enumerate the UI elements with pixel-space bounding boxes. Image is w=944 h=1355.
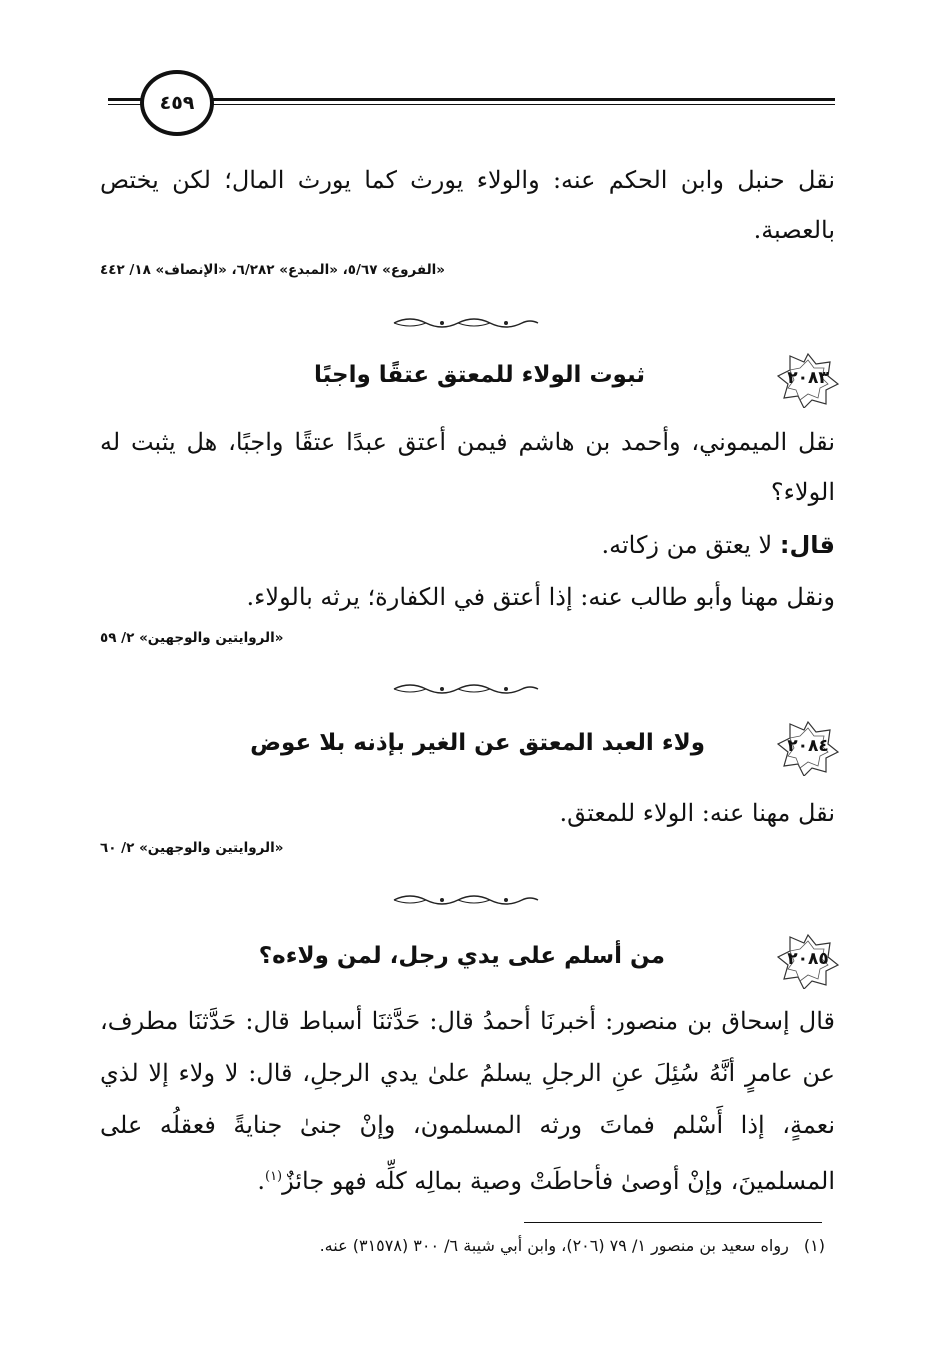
section-title: ولاء العبد المعتق عن الغير بإذنه بلا عوض bbox=[250, 730, 705, 756]
footnote-marker[interactable]: (١) bbox=[264, 1169, 283, 1184]
intro-reference: «الفروع» ٥/٦٧، «المبدع» ٦/٢٨٢، «الإنصاف» ١٨/ ٤٤٢ bbox=[100, 262, 446, 278]
footnote-text: رواه سعيد بن منصور ١/ ٧٩ (٢٠٦)، وابن أبي شيبة ٦/ ٣٠٠ (٣١٥٧٨) عنه. bbox=[319, 1236, 789, 1255]
header-rule-right bbox=[210, 98, 835, 101]
section-number-badge bbox=[776, 720, 840, 776]
section-heading-row bbox=[100, 352, 840, 412]
section-paragraph: قال إسحاق بن منصور: أخبرنَا أحمدُ قال: حَدَّثنَا أسباط قال: حَدَّثنَا مطرف، عن عامرٍ أنَّهُ سُئِلَ عنِ الرجلِ يسلمُ علىٰ يدي الرجلِ، قال: لا ولاء إلا لذي نعمةٍ، إذا أَسْلم فماتَ ورثه المسلمون، وإنْ جنىٰ جنايةً فعقلُه على المسلمينَ، وإنْ أوصىٰ فأحاطَتْ وصية بمالِه كلِّه فهو جائزٌ$^{(١)}$. bbox=[100, 1007, 835, 1195]
section-reference: «الروايتين والوجهين» ٢/ ٦٠ bbox=[100, 840, 284, 856]
section-heading-row bbox=[100, 720, 840, 780]
section-heading-row bbox=[100, 933, 840, 993]
footnote bbox=[100, 1236, 825, 1255]
header-rule-right-thin bbox=[210, 104, 835, 105]
section-number-badge bbox=[776, 352, 840, 408]
section-number: ٢٠٨٤ bbox=[787, 736, 829, 756]
section-number: ٢٠٨٣ bbox=[787, 368, 829, 388]
footnote-rule bbox=[524, 1222, 822, 1223]
ornament-divider bbox=[390, 681, 542, 697]
section-paragraph: نقل الميموني، وأحمد بن هاشم فيمن أعتق عبدًا عتقًا واجبًا، هل يثبت له الولاء؟ bbox=[100, 428, 835, 506]
section-number-badge bbox=[776, 933, 840, 989]
said-text: لا يعتق من زكاته. bbox=[601, 531, 780, 559]
hadith-text: قال إسحاق بن منصور: أخبرنَا أحمدُ قال: حَدَّثنَا أسباط قال: حَدَّثنَا مطرف، عن عامرٍ أنَّهُ سُئِلَ عنِ الرجلِ يسلمُ علىٰ يدي الرجلِ، قال: لا ولاء إلا لذي نعمةٍ، إذا أَسْلم فماتَ ورثه المسلمون، وإنْ جنىٰ جنايةً فعقلُه على المسلمينَ، وإنْ أوصىٰ فأحاطَتْ وصية بمالِه كلِّه فهو جائزٌ bbox=[100, 1007, 835, 1195]
ornament-divider bbox=[390, 892, 542, 908]
section-paragraph bbox=[100, 520, 835, 570]
intro-paragraph: نقل حنبل وابن الحكم عنه: والولاء يورث كما يورث المال؛ لكن يختص بالعصبة. bbox=[100, 166, 835, 244]
said-label: قال: bbox=[779, 531, 835, 559]
section-paragraph: ونقل مهنا وأبو طالب عنه: إذا أعتق في الكفارة؛ يرثه بالولاء. bbox=[246, 583, 835, 611]
section-number: ٢٠٨٥ bbox=[787, 949, 829, 969]
ornament-divider bbox=[390, 315, 542, 331]
page-number: ٤٥٩ bbox=[159, 92, 195, 114]
section-title: من أسلم على يدي رجل، لمن ولاءه؟ bbox=[258, 943, 665, 969]
section-reference: «الروايتين والوجهين» ٢/ ٥٩ bbox=[100, 630, 284, 646]
page-number-badge bbox=[140, 70, 214, 136]
section-paragraph: نقل مهنا عنه: الولاء للمعتق. bbox=[559, 799, 835, 827]
footnote-number: (١) bbox=[803, 1236, 825, 1255]
section-title: ثبوت الولاء للمعتق عتقًا واجبًا bbox=[313, 362, 645, 388]
